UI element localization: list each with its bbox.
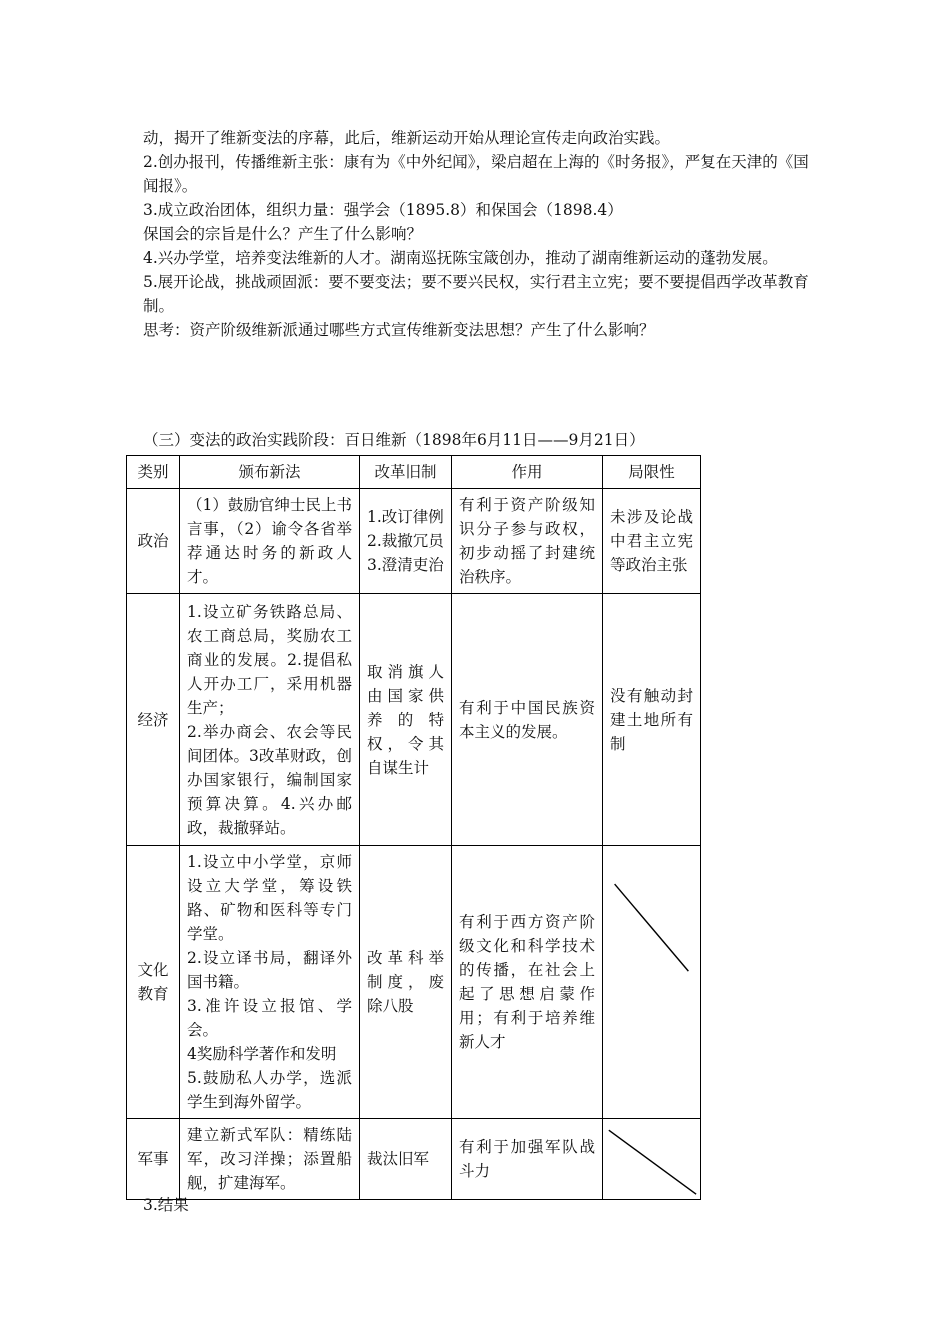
row-category: 文化教育 [127,846,180,1119]
table-row-military [127,1119,701,1200]
paragraph-2: 2.创办报刊，传播维新主张：康有为《中外纪闻》，梁启超在上海的《时务报》，严复在天津的《国闻报》。 [143,153,809,195]
row-category: 政治 [127,489,180,594]
row-new-laws: （1）鼓励官绅士民上书言事，（2）谕令各省举荐通达时务的新政人才。 [180,489,360,594]
header-limitation: 局限性 [603,456,701,489]
row-limitation: 未涉及论战中君主立宪等政治主张 [603,489,701,594]
paragraph-5: 4.兴办学堂，培养变法维新的人才。湖南巡抚陈宝箴创办，推动了湖南维新运动的蓬勃发展。 [143,249,778,267]
reform-table [126,455,701,1200]
row-limitation-empty [603,846,701,1119]
row-limitation-empty [603,1119,701,1200]
diagonal-slash-icon [603,846,700,1118]
paragraph-3: 3.成立政治团体，组织力量：强学会（1895.8）和保国会（1898.4） [143,201,623,219]
section-title: （三）变法的政治实践阶段：百日维新（1898年6月11日——9月21日） [143,431,645,449]
row-new-laws: 1.设立矿务铁路总局、农工商总局，奖励农工商业的发展。2.提倡私人开办工厂，采用机器生产； 2.举办商会、农会等民间团体。3改革财政，创办国家银行，编制国家预算决算。4.兴办邮政，裁撤驿站。 [180,594,360,846]
paragraph-1: 动，揭开了维新变法的序幕，此后，维新运动开始从理论宣传走向政治实践。 [143,129,671,147]
body-text [143,126,813,342]
paragraph-6: 5.展开论战，挑战顽固派：要不要变法；要不要兴民权，实行君主立宪；要不要提倡西学改革教育制。 [143,273,809,315]
row-effect: 有利于加强军队战斗力 [452,1119,603,1200]
row-old-system: 1.改订律例 2.裁撤冗员 3.澄清吏治 [360,489,452,594]
row-new-laws: 建立新式军队：精练陆军，改习洋操；添置船舰，扩建海军。 [180,1119,360,1200]
table-row-politics [127,489,701,594]
header-old-system: 改革旧制 [360,456,452,489]
row-category: 军事 [127,1119,180,1200]
row-old-system: 裁汰旧军 [360,1119,452,1200]
row-old-system: 改革科举制度，废除八股 [360,846,452,1119]
header-category: 类别 [127,456,180,489]
paragraph-4: 保国会的宗旨是什么？产生了什么影响？ [143,225,423,243]
header-effect: 作用 [452,456,603,489]
row-old-system: 取消旗人由国家供养的特权，令其自谋生计 [360,594,452,846]
row-new-laws: 1.设立中小学堂，京师设立大学堂，筹设铁路、矿物和医科等专门学堂。 2.设立译书局，翻译外国书籍。 3.准许设立报馆、学会。 4奖励科学著作和发明 5.鼓励私人办学，选派学生到海外留学。 [180,846,360,1119]
row-effect: 有利于西方资产阶级文化和科学技术的传播，在社会上起了思想启蒙作用；有利于培养维新人才 [452,846,603,1119]
header-new-laws: 颁布新法 [180,456,360,489]
diagonal-slash-icon [603,1119,700,1199]
row-effect: 有利于资产阶级知识分子参与政权，初步动摇了封建统治秩序。 [452,489,603,594]
result-heading: 3.结果 [143,1196,189,1214]
row-category: 经济 [127,594,180,846]
row-limitation: 没有触动封建土地所有制 [603,594,701,846]
table-header-row [127,456,701,489]
table-row-culture-education [127,846,701,1119]
table-row-economy [127,594,701,846]
row-effect: 有利于中国民族资本主义的发展。 [452,594,603,846]
paragraph-7: 思考：资产阶级维新派通过哪些方式宣传维新变法思想？产生了什么影响？ [143,321,655,339]
